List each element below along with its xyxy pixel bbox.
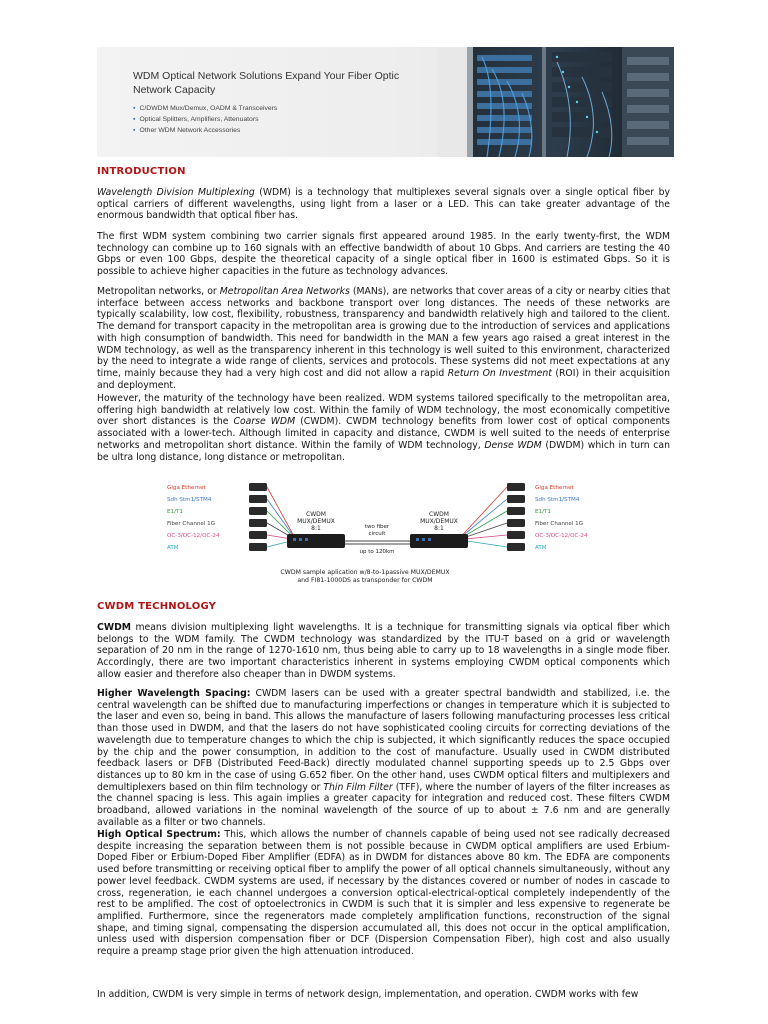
diagram-caption: and FI81-1000DS as transponder for CWDM bbox=[297, 577, 433, 584]
banner-title-line2: Network Capacity bbox=[133, 84, 216, 96]
emphasis-text: Dense WDM bbox=[484, 439, 542, 451]
right-channel-line bbox=[463, 511, 507, 537]
paragraph-text: The first WDM system combining two carrier signals first appeared around 1985. In the early twenty-first, the WDM technology can combine up to 160 signals with an effective bandwidth of about 10 Gbps. And carriers are testing the 40 Gbps or even 100 Gbps, despite the theoretical capacity of a single optical fiber in 1600 is estimated Gbps. So it is possible to achieve higher capacities in the future as technology advances. bbox=[97, 231, 670, 278]
right-endpoint-label: E1/T1 bbox=[535, 509, 551, 515]
paragraph-text: (CWDM). CWDM technology benefits from lower cost of optical components associated with a lower-tech. Although limited in capacity and distance, CWDM is well suited to the needs of enterprise networks and metropolitan short distance. Within the family of WDM technology, bbox=[97, 416, 671, 451]
emphasis-text: Higher Wavelength Spacing: bbox=[97, 688, 251, 699]
left-channel-line bbox=[267, 487, 293, 534]
left-endpoint-label: Fiber Channel 1G bbox=[167, 521, 216, 527]
right-transceiver-device bbox=[507, 495, 525, 503]
banner-title-line1: WDM Optical Network Solutions Expand Your Fiber Optic bbox=[133, 70, 400, 82]
paragraph-text: (ROI) in their acquisition and deployment. bbox=[97, 367, 670, 391]
paragraph-text: In addition, CWDM is very simple in terms of network design, implementation, and operation. CWDM works with few bbox=[97, 989, 639, 1000]
paragraph-text: CWDM lasers can be used with a greater spectral bandwidth and stabilized, i.e. the central wavelength can be shifted due to manufacturing imperfections or changes in temperature which it is subjected to the laser and even so, being in band. This allows the manufacture of lasers following manufacturing processes less critical than those used in DWDM, and that the lasers do not have sophisticated cooling circuits for correcting deviations of the wavelength due to temperature changes to which the chip is subjected, it which significantly reduces the space occupied by the chip and the power consumption, in addition to the cost of manufacture. Usually used in CWDM distributed feedback lasers or DFB (Distributed Feed-Back) directly modulated channel supporting speeds up to 2.5 Gbps over distances up to 80 km in the case of using G.652 fiber. On the other hand, uses CWDM optical filters and multiplexers and demultiplexers based on thin film technology or bbox=[97, 688, 670, 793]
introduction-heading: INTRODUCTION bbox=[97, 166, 186, 177]
paragraph-text: (TFF), where the number of layers of the filter increases as the channel spacing is less. This again implies a greater capacity for integration and reduced cost. These filters CWDM broadband, allowed variations in the nominal wavelength of the source of up to about ± 7.6 nm and are generally available as a filter or two channels. bbox=[97, 781, 670, 828]
right-endpoint-label: Sdh Stm1/STM4 bbox=[535, 497, 580, 503]
emphasis-text: Metropolitan Area Networks bbox=[219, 286, 350, 297]
left-mux-label: CWDM bbox=[306, 511, 326, 518]
right-transceiver-device bbox=[507, 519, 525, 527]
right-transceiver-device bbox=[507, 483, 525, 491]
cwdm-technology-section bbox=[97, 601, 670, 612]
banner-bullet: ▪ Other WDM Network Accessories bbox=[133, 125, 433, 136]
left-transceiver-device bbox=[249, 495, 267, 503]
emphasis-text: Thin Film Filter bbox=[323, 781, 393, 793]
right-endpoint-label: ATM bbox=[535, 545, 547, 551]
right-endpoint-label: Giga Ethernet bbox=[535, 485, 574, 491]
paragraph-text: However, the maturity of the technology have been realized. WDM systems tailored specifically to the metropolitan area, offering high bandwidth at relatively low cost. Within the family of WDM technology, the most economically competitive over short distances is the bbox=[97, 393, 670, 428]
banner-bullet: ▪ C/DWDM Mux/Demux, OADM & Transceivers bbox=[133, 103, 433, 114]
paragraph-text: means division multiplexing light wavelengths. It is a technique for transmitting signals via optical fiber which belongs to the WDM family. The CWDM technology was standardized by the ITU-T based on a grid or wavelength separation of 20 nm in the range of 1270-1610 nm, thus being able to carry up to 18 wavelengths in a single mode fiber. Accordingly, there are two important characteristics inherent in systems employing CWDM optical components which allow easier and therefore also cheaper than in DWDM systems. bbox=[97, 622, 670, 680]
right-endpoint-label: OC-3/OC-12/OC-24 bbox=[535, 533, 588, 539]
paragraph-text: (WDM) is a technology that multiplexes several signals over a single optical fiber by optical carriers of different wavelengths, using light from a laser or a LED. This can take greater advantage of the enormous bandwidth that optical fiber has. bbox=[97, 187, 670, 222]
left-endpoint-label: ATM bbox=[167, 545, 179, 551]
left-mux-label: MUX/DEMUX bbox=[297, 518, 335, 525]
intro-paragraph-3 bbox=[97, 286, 670, 391]
cwdm-technology-heading: CWDM TECHNOLOGY bbox=[97, 601, 217, 612]
cwdm-paragraph-1 bbox=[97, 622, 670, 681]
fiber-label: two fiber bbox=[364, 524, 390, 530]
left-endpoint-label: Giga Ethernet bbox=[167, 485, 206, 491]
left-mux-label: 8:1 bbox=[311, 525, 321, 532]
paragraph-text: (MANs), are networks that cover areas of a city or nearby cities that interface between access networks and backbone transport over long distances. The needs of these networks are typically scalability, low cost, flexibility, robustness, transparency and bandwidth relatively high and tailored to the client. The demand for transport capacity in the metropolitan area is growing due to the introduction of services and applications with high consumption of bandwidth. This need for bandwidth in the MAN a few years ago raised a great interest in the WDM technology, as well as the transparency inherent in this technology is well suited to this environment, characterized by the need to integrate a wide range of clients, services and protocols. These systems did not meet expectations at any time, mainly because they had a very high cost and did not allow a rapid bbox=[97, 286, 670, 379]
left-transceiver-device bbox=[249, 507, 267, 515]
right-transceiver-device bbox=[507, 543, 525, 551]
left-transceiver-device bbox=[249, 531, 267, 539]
right-mux-label: MUX/DEMUX bbox=[420, 518, 458, 525]
intro-paragraph-2 bbox=[97, 231, 670, 278]
banner-bullet-list bbox=[133, 103, 433, 136]
banner-title bbox=[133, 69, 433, 97]
intro-paragraph-4 bbox=[97, 393, 670, 463]
intro-paragraph-1 bbox=[97, 187, 670, 222]
banner-bullet: ▪ Optical Splitters, Amplifiers, Attenuators bbox=[133, 114, 433, 125]
right-transceiver-device bbox=[507, 507, 525, 515]
emphasis-text: Return On Investment bbox=[447, 367, 552, 379]
right-channel-line bbox=[463, 487, 507, 534]
paragraph-text: (DWDM) which in turn can be ultra long distance, long distance or metropolitan. bbox=[97, 439, 670, 463]
right-transceiver-device bbox=[507, 531, 525, 539]
fiber-label: circuit bbox=[368, 531, 386, 537]
emphasis-text: Wavelength Division Multiplexing bbox=[97, 187, 255, 198]
right-mux-label: CWDM bbox=[429, 511, 449, 518]
diagram-caption: CWDM sample aplication w/8-to-1passive MUX/DEMUX bbox=[280, 569, 450, 576]
distance-label: up to 120km bbox=[359, 549, 395, 555]
left-endpoint-label: E1/T1 bbox=[167, 509, 183, 515]
right-endpoint-label: Fiber Channel 1G bbox=[535, 521, 584, 527]
cwdm-diagram bbox=[165, 478, 588, 590]
banner-text bbox=[133, 69, 433, 136]
emphasis-text: High Optical Spectrum: bbox=[97, 829, 221, 840]
paragraph-text: Metropolitan networks, or bbox=[97, 286, 220, 297]
right-mux-label: 8:1 bbox=[434, 525, 444, 532]
cwdm-paragraph-3 bbox=[97, 829, 670, 958]
emphasis-text: Coarse WDM bbox=[233, 416, 296, 428]
paragraph-text: This, which allows the number of channels capable of being used not see radically decreased despite increasing the separation between them is not possible because in CWDM optical amplifiers are used Erbium-Doped Fiber or Erbium-Doped Fiber Amplifier (EDFA) as in DWDM for distances above 80 km. The EDFA are components used before transmitting or receiving optical fiber to amplify the power of all optical channels simultaneously, without any power level feedback. CWDM systems are used, if necessary by the distances covered or number of nodes in cascade to cross, regeneration, ie each channel undergoes a conversion optical-electrical-optical completely independently of the rest to be amplified. The cost of optoelectronics in CWDM is such that it is simpler and less expensive to regenerate be amplified. Furthermore, since the regenerators made completely amplification functions, reconstruction of the signal shape, and timing signal, compensating the dispersion accumulated all, this does not occur in the optical amplification, unless used with dispersion compensation fiber or DCF (Dispersion Compensation Fiber), high cost and also usually require a preamp stage prior given the high attenuation introduced. bbox=[97, 829, 670, 958]
server-rack-photo bbox=[437, 47, 674, 157]
emphasis-text: CWDM bbox=[97, 622, 132, 633]
left-transceiver-device bbox=[249, 483, 267, 491]
cwdm-paragraph-4 bbox=[97, 989, 670, 1001]
cwdm-paragraph-2 bbox=[97, 688, 670, 828]
left-endpoint-label: Sdh Stm1/STM4 bbox=[167, 497, 212, 503]
right-channel-line bbox=[463, 540, 507, 547]
left-transceiver-device bbox=[249, 543, 267, 551]
banner bbox=[97, 47, 674, 157]
left-endpoint-label: OC-3/OC-12/OC-24 bbox=[167, 533, 220, 539]
introduction-section bbox=[97, 166, 670, 177]
left-channel-line bbox=[267, 511, 293, 537]
left-transceiver-device bbox=[249, 519, 267, 527]
